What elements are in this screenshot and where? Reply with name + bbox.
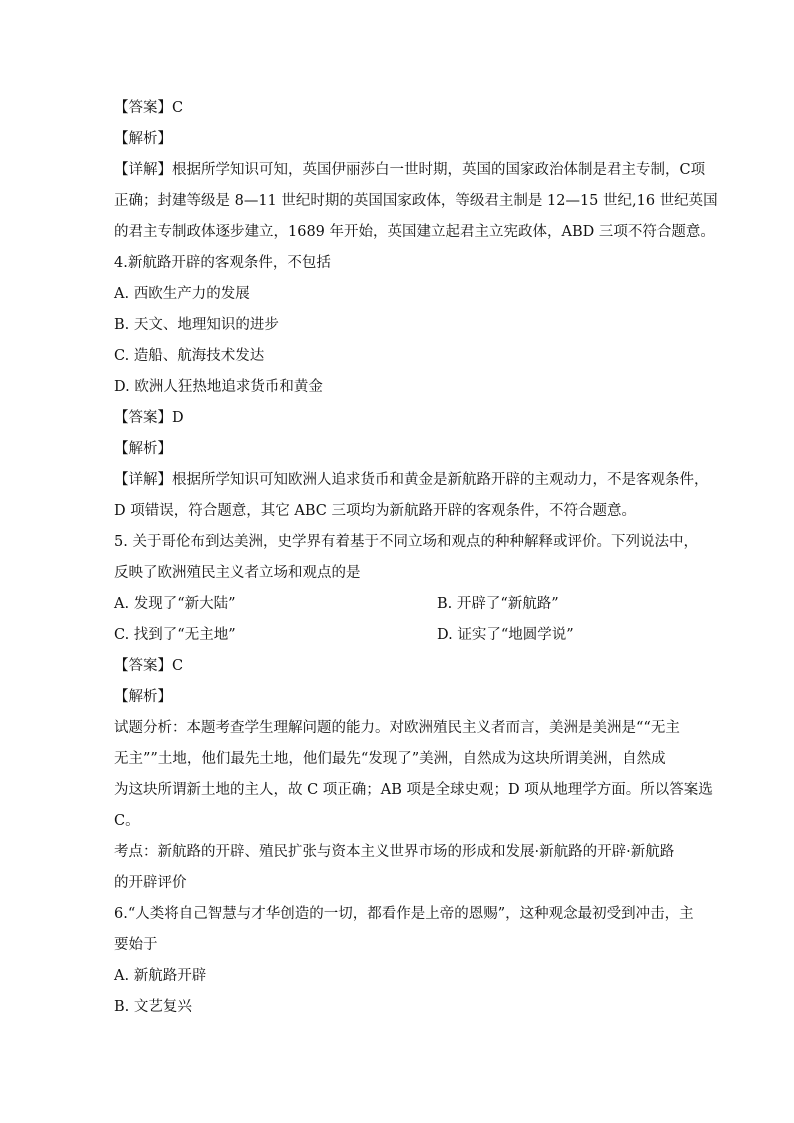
q3-detail-line-3: 的君主专制政体逐步建立，1689 年开始，英国建立起君主立宪政体，ABD 三项不符合题意。 xyxy=(114,224,715,240)
q4-detail-line-1: 【详解】根据所学知识可知欧洲人追求货币和黄金是新航路开辟的主观动力，不是客观条件， xyxy=(114,472,709,488)
q4-option-c: C. 造船、航海技术发达 xyxy=(114,348,265,364)
q4-option-a: A. 西欧生产力的发展 xyxy=(114,286,250,302)
q5-stem-line-1: 5. 关于哥伦布到达美洲，史学界有着基于不同立场和观点的种种解释或评价。下列说法中， xyxy=(114,534,698,550)
q5-kaodian-line-2: 的开辟评价 xyxy=(114,875,187,891)
q4-answer: 【答案】D xyxy=(114,410,184,426)
q6-option-a: A. 新航路开辟 xyxy=(114,968,207,984)
q5-analysis-line-3: 为这块所谓新土地的主人，故 C 项正确；AB 项是全球史观；D 项从地理学方面。所以答案选 xyxy=(114,782,713,798)
q4-option-d: D. 欧洲人狂热地追求货币和黄金 xyxy=(114,379,323,395)
q5-analysis-line-2: 无主””土地，他们最先土地，他们最先“发现了”美洲，自然成为这块所谓美洲，自然成 xyxy=(114,751,666,767)
q6-stem-line-2: 要始于 xyxy=(114,937,158,953)
q5-option-c: C. 找到了“无主地” xyxy=(114,627,236,643)
q5-option-d: D. 证实了“地圆学说” xyxy=(437,627,574,643)
q4-option-b: B. 天文、地理知识的进步 xyxy=(114,317,279,333)
q5-options-row-1 xyxy=(114,594,684,625)
q3-analysis-heading: 【解析】 xyxy=(114,131,172,147)
q5-answer: 【答案】C xyxy=(114,658,184,674)
q5-analysis-heading: 【解析】 xyxy=(114,689,172,705)
q5-stem-line-2: 反映了欧洲殖民主义者立场和观点的是 xyxy=(114,565,361,581)
q5-analysis-line-4: C。 xyxy=(114,813,140,829)
q6-option-b: B. 文艺复兴 xyxy=(114,999,192,1015)
q3-detail-line-1: 【详解】根据所学知识可知，英国伊丽莎白一世时期，英国的国家政治体制是君主专制，C项 xyxy=(114,162,706,178)
q4-detail-line-2: D 项错误，符合题意，其它 ABC 三项均为新航路开辟的客观条件，不符合题意。 xyxy=(114,503,636,519)
q4-stem: 4.新航路开辟的客观条件，不包括 xyxy=(114,255,331,271)
document-page xyxy=(114,98,718,1028)
q4-analysis-heading: 【解析】 xyxy=(114,441,172,457)
q5-analysis-line-1: 试题分析：本题考查学生理解问题的能力。对欧洲殖民主义者而言，美洲是美洲是““无主 xyxy=(114,720,680,736)
q5-option-b: B. 开辟了“新航路” xyxy=(437,596,559,612)
q3-detail-line-2: 正确；封建等级是 8—11 世纪时期的英国国家政体，等级君主制是 12—15 世纪,16 世纪英国 xyxy=(114,193,718,209)
q3-answer: 【答案】C xyxy=(114,100,184,116)
q5-option-a: A. 发现了“新大陆” xyxy=(114,596,236,612)
q6-stem-line-1: 6.“人类将自己智慧与才华创造的一切，都看作是上帝的恩赐”，这种观念最初受到冲击，主 xyxy=(114,906,694,922)
q5-options-row-2 xyxy=(114,625,684,656)
q5-kaodian-line-1: 考点：新航路的开辟、殖民扩张与资本主义世界市场的形成和发展·新航路的开辟·新航路 xyxy=(114,844,675,860)
